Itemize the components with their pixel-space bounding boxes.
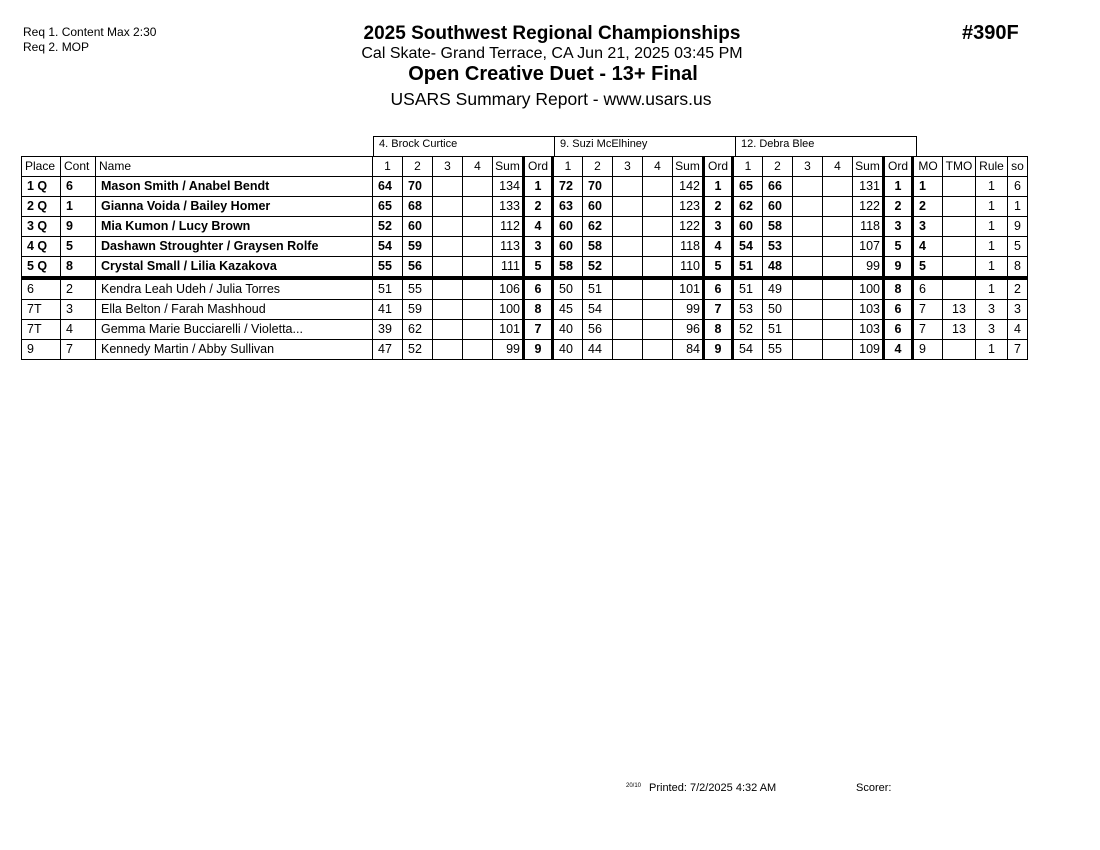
sum-cell: 111: [493, 257, 524, 279]
contestant-number: 4: [61, 320, 96, 340]
ordinal-cell: 2: [704, 197, 733, 217]
sum-cell: 99: [853, 257, 884, 279]
place-cell: 5 Q: [22, 257, 61, 279]
so-cell: 7: [1008, 340, 1028, 360]
ordinal-cell: 5: [704, 257, 733, 279]
score-cell: 53: [763, 237, 793, 257]
ordinal-cell: 1: [524, 177, 553, 197]
contestant-number: 1: [61, 197, 96, 217]
score-cell: 68: [403, 197, 433, 217]
tmo-cell: 13: [943, 300, 976, 320]
sum-cell: 122: [673, 217, 704, 237]
score-cell: [643, 257, 673, 279]
place-cell: 6: [22, 278, 61, 300]
so-cell: 6: [1008, 177, 1028, 197]
score-cell: 60: [553, 217, 583, 237]
score-cell: 63: [553, 197, 583, 217]
skater-names: Crystal Small / Lilia Kazakova: [96, 257, 373, 279]
ordinal-cell: 6: [524, 278, 553, 300]
rule-cell: 1: [976, 197, 1008, 217]
column-header: Sum: [853, 157, 884, 177]
column-header: TMO: [943, 157, 976, 177]
score-cell: [823, 300, 853, 320]
sum-cell: 100: [493, 300, 524, 320]
so-cell: 1: [1008, 197, 1028, 217]
score-cell: 70: [583, 177, 613, 197]
score-cell: 59: [403, 300, 433, 320]
place-cell: 7T: [22, 300, 61, 320]
judge-name: 9. Suzi McElhiney: [555, 137, 736, 157]
score-cell: 60: [403, 217, 433, 237]
mo-cell: 5: [913, 257, 943, 279]
score-cell: 60: [583, 197, 613, 217]
tmo-cell: 13: [943, 320, 976, 340]
score-cell: [793, 257, 823, 279]
table-row: [22, 320, 1028, 340]
score-cell: [643, 340, 673, 360]
column-header: 1: [373, 157, 403, 177]
tmo-cell: [943, 237, 976, 257]
score-cell: [793, 197, 823, 217]
score-cell: [433, 237, 463, 257]
sum-cell: 118: [673, 237, 704, 257]
sum-cell: 101: [493, 320, 524, 340]
rule-cell: 3: [976, 320, 1008, 340]
score-cell: 65: [373, 197, 403, 217]
tmo-cell: [943, 340, 976, 360]
score-cell: 56: [583, 320, 613, 340]
score-cell: 55: [373, 257, 403, 279]
column-header: 1: [553, 157, 583, 177]
score-cell: [463, 320, 493, 340]
score-cell: 51: [373, 278, 403, 300]
score-cell: 54: [733, 237, 763, 257]
judge-name: 4. Brock Curtice: [374, 137, 555, 157]
mo-cell: 1: [913, 177, 943, 197]
ordinal-cell: 3: [884, 217, 913, 237]
score-cell: 60: [733, 217, 763, 237]
skater-names: Mia Kumon / Lucy Brown: [96, 217, 373, 237]
ordinal-cell: 9: [884, 257, 913, 279]
sum-cell: 107: [853, 237, 884, 257]
score-cell: 40: [553, 320, 583, 340]
ordinal-cell: 2: [884, 197, 913, 217]
column-header: Name: [96, 157, 373, 177]
ordinal-cell: 9: [524, 340, 553, 360]
score-cell: [643, 278, 673, 300]
score-cell: 60: [763, 197, 793, 217]
column-header: Sum: [493, 157, 524, 177]
sum-cell: 112: [493, 217, 524, 237]
score-cell: [463, 300, 493, 320]
rule-cell: 1: [976, 340, 1008, 360]
score-cell: [823, 340, 853, 360]
score-cell: 52: [733, 320, 763, 340]
mo-cell: 7: [913, 300, 943, 320]
so-cell: 2: [1008, 278, 1028, 300]
place-cell: 2 Q: [22, 197, 61, 217]
score-cell: [643, 237, 673, 257]
ordinal-cell: 8: [704, 320, 733, 340]
score-cell: 45: [553, 300, 583, 320]
score-cell: [793, 278, 823, 300]
rule-cell: 1: [976, 278, 1008, 300]
score-cell: 53: [733, 300, 763, 320]
score-cell: [613, 320, 643, 340]
table-row: [22, 177, 1028, 197]
championship-title: 2025 Southwest Regional Championships: [363, 23, 741, 44]
sum-cell: 106: [493, 278, 524, 300]
score-cell: 58: [553, 257, 583, 279]
score-cell: 49: [763, 278, 793, 300]
ordinal-cell: 2: [524, 197, 553, 217]
place-cell: 7T: [22, 320, 61, 340]
score-cell: [613, 278, 643, 300]
footer-code: 20/10: [626, 783, 642, 789]
table-row: [22, 237, 1028, 257]
score-cell: 66: [763, 177, 793, 197]
score-cell: [463, 237, 493, 257]
score-cell: [823, 177, 853, 197]
score-cell: 58: [763, 217, 793, 237]
sum-cell: 99: [493, 340, 524, 360]
column-header: Ord: [884, 157, 913, 177]
contestant-number: 6: [61, 177, 96, 197]
event-number: #390F: [962, 22, 1019, 44]
place-cell: 1 Q: [22, 177, 61, 197]
score-cell: [613, 257, 643, 279]
score-cell: 62: [583, 217, 613, 237]
column-header: 3: [433, 157, 463, 177]
sum-cell: 133: [493, 197, 524, 217]
score-cell: [433, 217, 463, 237]
score-cell: [463, 217, 493, 237]
contestant-number: 8: [61, 257, 96, 279]
table-row: [22, 217, 1028, 237]
ordinal-cell: 4: [524, 217, 553, 237]
column-header: Rule: [976, 157, 1008, 177]
score-cell: 50: [553, 278, 583, 300]
score-cell: 52: [373, 217, 403, 237]
mo-cell: 9: [913, 340, 943, 360]
score-cell: 44: [583, 340, 613, 360]
score-cell: 62: [403, 320, 433, 340]
score-cell: 41: [373, 300, 403, 320]
sum-cell: 84: [673, 340, 704, 360]
score-cell: 54: [583, 300, 613, 320]
column-header: so: [1008, 157, 1028, 177]
score-cell: [463, 257, 493, 279]
mo-cell: 3: [913, 217, 943, 237]
column-header: 3: [793, 157, 823, 177]
score-cell: [613, 197, 643, 217]
mo-cell: 4: [913, 237, 943, 257]
so-cell: 9: [1008, 217, 1028, 237]
sum-cell: 131: [853, 177, 884, 197]
score-cell: [823, 217, 853, 237]
tmo-cell: [943, 197, 976, 217]
score-cell: 59: [403, 237, 433, 257]
sum-cell: 100: [853, 278, 884, 300]
skater-names: Ella Belton / Farah Mashhoud: [96, 300, 373, 320]
contestant-number: 5: [61, 237, 96, 257]
score-cell: [823, 320, 853, 340]
place-cell: 3 Q: [22, 217, 61, 237]
table-row: [22, 300, 1028, 320]
mo-cell: 6: [913, 278, 943, 300]
column-header-row: [22, 157, 1028, 177]
sum-cell: 123: [673, 197, 704, 217]
score-cell: [433, 300, 463, 320]
score-cell: [643, 300, 673, 320]
column-header: 4: [463, 157, 493, 177]
score-cell: 39: [373, 320, 403, 340]
score-cell: 48: [763, 257, 793, 279]
results-table: [21, 156, 1028, 360]
score-cell: 51: [583, 278, 613, 300]
skater-names: Gemma Marie Bucciarelli / Violetta...: [96, 320, 373, 340]
score-cell: 52: [403, 340, 433, 360]
skater-names: Gianna Voida / Bailey Homer: [96, 197, 373, 217]
scorer-label: Scorer:: [856, 782, 892, 794]
column-header: Ord: [524, 157, 553, 177]
column-header: Cont: [61, 157, 96, 177]
score-cell: 60: [553, 237, 583, 257]
sum-cell: 113: [493, 237, 524, 257]
sum-cell: 96: [673, 320, 704, 340]
sum-cell: 99: [673, 300, 704, 320]
mo-cell: 7: [913, 320, 943, 340]
ordinal-cell: 5: [524, 257, 553, 279]
score-cell: 51: [733, 257, 763, 279]
score-cell: [463, 340, 493, 360]
score-cell: [433, 278, 463, 300]
score-cell: [433, 340, 463, 360]
score-cell: [823, 197, 853, 217]
skater-names: Kendra Leah Udeh / Julia Torres: [96, 278, 373, 300]
ordinal-cell: 3: [704, 217, 733, 237]
score-cell: [643, 217, 673, 237]
score-cell: 50: [763, 300, 793, 320]
contestant-number: 2: [61, 278, 96, 300]
place-cell: 4 Q: [22, 237, 61, 257]
column-header: Ord: [704, 157, 733, 177]
contestant-number: 7: [61, 340, 96, 360]
rule-cell: 1: [976, 257, 1008, 279]
ordinal-cell: 7: [704, 300, 733, 320]
score-cell: [643, 320, 673, 340]
score-cell: 72: [553, 177, 583, 197]
judge-name: 12. Debra Blee: [736, 137, 917, 157]
ordinal-cell: 6: [884, 320, 913, 340]
score-cell: [613, 177, 643, 197]
requirement-2: Req 2. MOP: [23, 40, 90, 54]
score-cell: [433, 257, 463, 279]
column-header: 2: [583, 157, 613, 177]
score-cell: [793, 320, 823, 340]
score-cell: [793, 300, 823, 320]
score-cell: 51: [763, 320, 793, 340]
score-cell: 52: [583, 257, 613, 279]
tmo-cell: [943, 257, 976, 279]
report-title: USARS Summary Report - www.usars.us: [390, 89, 712, 109]
score-cell: [823, 278, 853, 300]
so-cell: 3: [1008, 300, 1028, 320]
score-cell: 58: [583, 237, 613, 257]
ordinal-cell: 8: [524, 300, 553, 320]
sum-cell: 101: [673, 278, 704, 300]
score-cell: 40: [553, 340, 583, 360]
table-row: [22, 340, 1028, 360]
ordinal-cell: 8: [884, 278, 913, 300]
score-cell: [793, 237, 823, 257]
score-cell: [433, 320, 463, 340]
tmo-cell: [943, 278, 976, 300]
rule-cell: 1: [976, 177, 1008, 197]
so-cell: 4: [1008, 320, 1028, 340]
column-header: Sum: [673, 157, 704, 177]
score-cell: [793, 217, 823, 237]
so-cell: 5: [1008, 237, 1028, 257]
judge-header: [373, 136, 917, 156]
score-cell: 56: [403, 257, 433, 279]
column-header: 4: [643, 157, 673, 177]
column-header: Place: [22, 157, 61, 177]
column-header: 4: [823, 157, 853, 177]
score-cell: 54: [373, 237, 403, 257]
venue-line: Cal Skate- Grand Terrace, CA Jun 21, 2025 03:45 PM: [361, 45, 743, 62]
score-cell: [433, 197, 463, 217]
column-header: 2: [403, 157, 433, 177]
table-row: [22, 197, 1028, 217]
skater-names: Kennedy Martin / Abby Sullivan: [96, 340, 373, 360]
sum-cell: 142: [673, 177, 704, 197]
score-cell: 64: [373, 177, 403, 197]
ordinal-cell: 7: [524, 320, 553, 340]
sum-cell: 122: [853, 197, 884, 217]
event-title: Open Creative Duet - 13+ Final: [408, 63, 698, 85]
sum-cell: 110: [673, 257, 704, 279]
score-cell: [823, 257, 853, 279]
skater-names: Dashawn Stroughter / Graysen Rolfe: [96, 237, 373, 257]
ordinal-cell: 9: [704, 340, 733, 360]
ordinal-cell: 4: [704, 237, 733, 257]
score-cell: 70: [403, 177, 433, 197]
rule-cell: 1: [976, 217, 1008, 237]
score-cell: 65: [733, 177, 763, 197]
ordinal-cell: 5: [884, 237, 913, 257]
score-cell: [613, 300, 643, 320]
rule-cell: 3: [976, 300, 1008, 320]
score-cell: [793, 340, 823, 360]
tmo-cell: [943, 177, 976, 197]
ordinal-cell: 4: [884, 340, 913, 360]
column-header: 3: [613, 157, 643, 177]
score-cell: [643, 177, 673, 197]
table-row: [22, 278, 1028, 300]
score-cell: 62: [733, 197, 763, 217]
place-cell: 9: [22, 340, 61, 360]
ordinal-cell: 1: [704, 177, 733, 197]
ordinal-cell: 3: [524, 237, 553, 257]
sum-cell: 103: [853, 300, 884, 320]
score-cell: [613, 237, 643, 257]
printed-timestamp: Printed: 7/2/2025 4:32 AM: [649, 782, 777, 794]
score-cell: [823, 237, 853, 257]
so-cell: 8: [1008, 257, 1028, 279]
score-cell: [463, 177, 493, 197]
score-cell: [793, 177, 823, 197]
contestant-number: 3: [61, 300, 96, 320]
ordinal-cell: 6: [884, 300, 913, 320]
score-cell: [643, 197, 673, 217]
sum-cell: 118: [853, 217, 884, 237]
score-cell: 55: [403, 278, 433, 300]
score-cell: 47: [373, 340, 403, 360]
table-row: [22, 257, 1028, 279]
contestant-number: 9: [61, 217, 96, 237]
score-cell: 54: [733, 340, 763, 360]
score-cell: [463, 278, 493, 300]
rule-cell: 1: [976, 237, 1008, 257]
requirement-1: Req 1. Content Max 2:30: [23, 25, 157, 39]
ordinal-cell: 6: [704, 278, 733, 300]
score-cell: [613, 217, 643, 237]
skater-names: Mason Smith / Anabel Bendt: [96, 177, 373, 197]
sum-cell: 134: [493, 177, 524, 197]
score-cell: 55: [763, 340, 793, 360]
score-cell: [463, 197, 493, 217]
tmo-cell: [943, 217, 976, 237]
column-header: MO: [913, 157, 943, 177]
sum-cell: 109: [853, 340, 884, 360]
score-cell: 51: [733, 278, 763, 300]
mo-cell: 2: [913, 197, 943, 217]
ordinal-cell: 1: [884, 177, 913, 197]
sum-cell: 103: [853, 320, 884, 340]
column-header: 2: [763, 157, 793, 177]
score-cell: [613, 340, 643, 360]
column-header: 1: [733, 157, 763, 177]
score-cell: [433, 177, 463, 197]
